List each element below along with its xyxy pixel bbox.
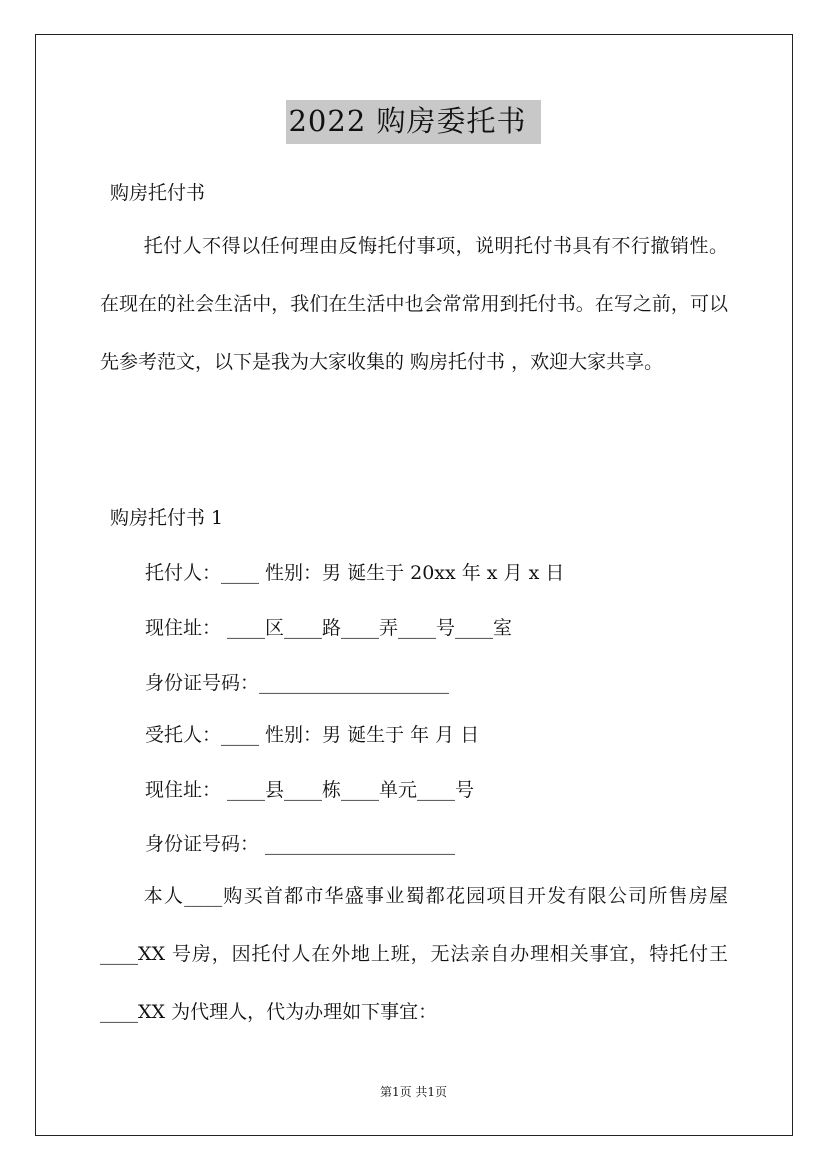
principal-line: 托付人：____ 性别：男 诞生于 20xx 年 x 月 x 日: [145, 562, 565, 584]
agent-address-line: 现住址： ____县____栋____单元____号: [145, 779, 475, 801]
document-subtitle: 购房托付书: [110, 182, 206, 204]
document-title: 2022 购房委托书: [286, 100, 540, 144]
agent-line: 受托人：____ 性别：男 诞生于 年 月 日: [145, 724, 480, 746]
page-footer: 第1页 共1页: [379, 1085, 448, 1099]
section-heading: 购房托付书 1: [110, 507, 224, 529]
principal-address-line: 现住址： ____区____路____弄____号____室: [145, 617, 513, 639]
title-container: [0, 100, 827, 144]
intro-paragraph: 托付人不得以任何理由反悔托付事项，说明托付书具有不行撤销性。在现在的社会生活中，我们在生活中也会常常用到托付书。在写之前，可以先参考范文，以下是我为大家收集的 购房托付书 ，欢迎大家共享。: [100, 235, 728, 373]
agent-id-line: 身份证号码： ____________________: [145, 833, 456, 855]
body-paragraph: 本人____购买首都市华盛事业蜀都花园项目开发有限公司所售房屋____XX 号房，因托付人在外地上班，无法亲自办理相关事宜，特托付王____XX 为代理人，代为办理如下事宜：: [100, 885, 728, 1023]
principal-id-line: 身份证号码：____________________: [145, 672, 450, 694]
